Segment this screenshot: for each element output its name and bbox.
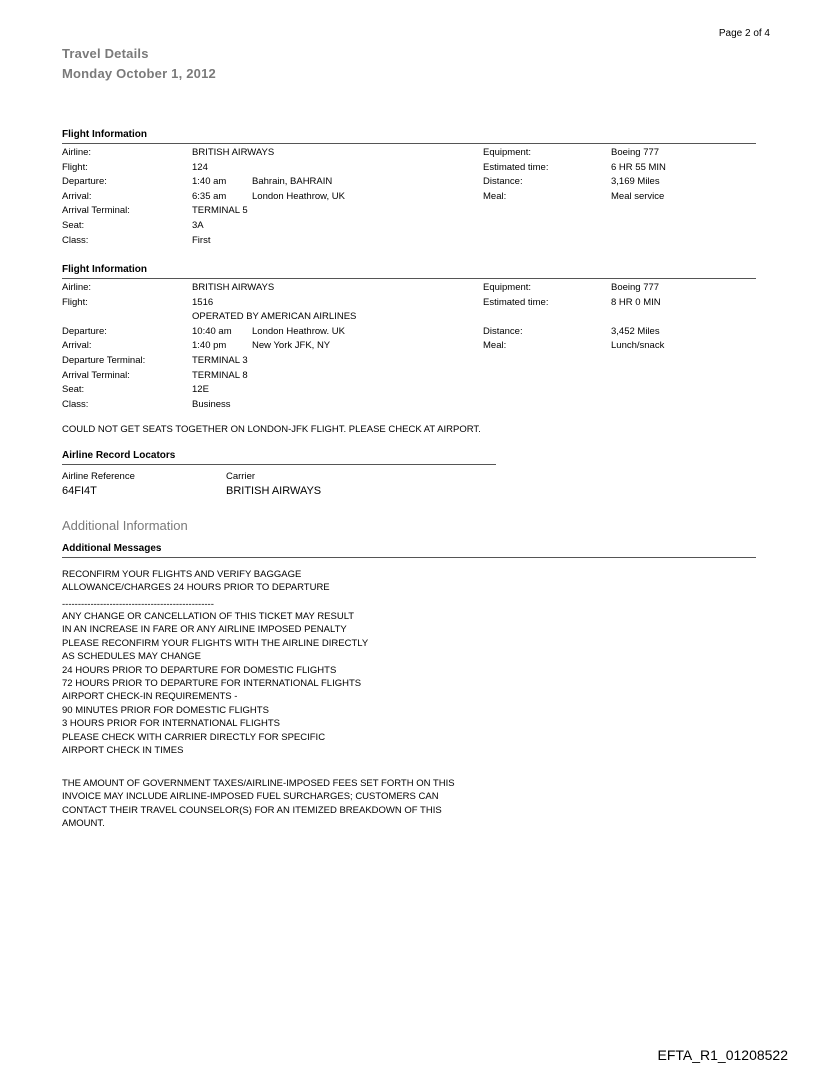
- flight1-row-right-value: 6 HR 55 MIN: [611, 161, 666, 173]
- flight2-row-right-value: Boeing 777: [611, 282, 660, 293]
- flight2-row-label: Arrival:: [62, 340, 92, 352]
- flight1-row-right-value: Meal service: [611, 190, 665, 202]
- flight1-row-label: Seat:: [62, 220, 85, 231]
- message-line: AS SCHEDULES MAY CHANGE: [62, 651, 202, 663]
- document-id: EFTA_R1_01208522: [657, 1047, 788, 1063]
- seat-note: COULD NOT GET SEATS TOGETHER ON LONDON-JFK FLIGHT. PLEASE CHECK AT AIRPORT.: [62, 424, 481, 435]
- message-line: 24 HOURS PRIOR TO DEPARTURE FOR DOMESTIC FLIGHTS: [62, 664, 337, 676]
- message-line: 72 HOURS PRIOR TO DEPARTURE FOR INTERNATIONAL FLIGHTS: [62, 677, 362, 689]
- message-line: 90 MINUTES PRIOR FOR DOMESTIC FLIGHTS: [62, 704, 269, 716]
- flight2-row-detail: London Heathrow. UK: [252, 325, 345, 337]
- flight-1-divider: [62, 143, 756, 144]
- message-line: THE AMOUNT OF GOVERNMENT TAXES/AIRLINE-IMPOSED FEES SET FORTH ON THIS: [62, 777, 455, 789]
- flight2-row-label: Airline:: [62, 282, 92, 293]
- flight2-row-label: Arrival Terminal:: [62, 369, 130, 381]
- flight1-row-right-label: Estimated time:: [483, 161, 549, 173]
- flight2-row-detail: New York JFK, NY: [252, 340, 331, 352]
- flight2-row-value: TERMINAL 3: [192, 355, 248, 366]
- flight2-row-right-label: Distance:: [483, 325, 523, 337]
- flight1-row-right-value: 3,169 Miles: [611, 176, 660, 188]
- flight2-row-right-label: Equipment:: [483, 282, 532, 293]
- message-line: ------------------------------------------------: [62, 599, 214, 611]
- flight1-row-value: 6:35 am: [192, 190, 227, 202]
- flight2-row-right-label: Meal:: [483, 340, 507, 352]
- flight1-row-right-value: Boeing 777: [611, 147, 660, 158]
- airline-reference-value: 64FI4T: [62, 485, 97, 497]
- flight1-row-label: Arrival Terminal:: [62, 205, 130, 217]
- flight2-row-label: Seat:: [62, 384, 85, 396]
- flight-1-section-title: Flight Information: [62, 129, 147, 140]
- flight2-row-value: Business: [192, 398, 231, 410]
- flight2-row-label: Class:: [62, 398, 89, 410]
- flight-2-divider: [62, 278, 756, 279]
- flight1-row-value: First: [192, 234, 211, 246]
- flight2-row-right-value: 8 HR 0 MIN: [611, 296, 661, 308]
- flight2-row-right-value: Lunch/snack: [611, 340, 665, 352]
- record-locators-title: Airline Record Locators: [62, 450, 176, 461]
- flight2-row-value: BRITISH AIRWAYS: [192, 282, 275, 293]
- flight2-row-right-value: 3,452 Miles: [611, 325, 660, 337]
- flight1-row-value: 3A: [192, 220, 204, 231]
- flight1-row-value: BRITISH AIRWAYS: [192, 147, 275, 158]
- flight1-row-detail: Bahrain, BAHRAIN: [252, 176, 333, 188]
- message-line: ANY CHANGE OR CANCELLATION OF THIS TICKET MAY RESULT: [62, 610, 355, 622]
- flight2-row-right-label: Estimated time:: [483, 296, 549, 308]
- message-line: PLEASE RECONFIRM YOUR FLIGHTS WITH THE AIRLINE DIRECTLY: [62, 637, 369, 649]
- flight1-row-label: Airline:: [62, 147, 92, 158]
- flight2-row-label: Departure:: [62, 325, 107, 337]
- message-line: PLEASE CHECK WITH CARRIER DIRECTLY FOR SPECIFIC: [62, 731, 326, 743]
- flight1-row-value: TERMINAL 5: [192, 205, 248, 217]
- flight-2-section-title: Flight Information: [62, 264, 147, 275]
- carrier-label: Carrier: [226, 471, 256, 482]
- flight1-row-right-label: Distance:: [483, 176, 523, 188]
- page-number: Page 2 of 4: [718, 28, 770, 39]
- flight2-row-label: Flight:: [62, 296, 88, 308]
- flight1-row-value: 124: [192, 161, 208, 173]
- flight2-row-value: OPERATED BY AMERICAN AIRLINES: [192, 311, 357, 323]
- message-line: INVOICE MAY INCLUDE AIRLINE-IMPOSED FUEL SURCHARGES; CUSTOMERS CAN: [62, 791, 439, 803]
- carrier-value: BRITISH AIRWAYS: [226, 485, 322, 497]
- flight2-row-value: 10:40 am: [192, 325, 232, 337]
- document-date: Monday October 1, 2012: [62, 66, 216, 81]
- message-line: AIRPORT CHECK-IN REQUIREMENTS -: [62, 691, 238, 703]
- message-line: 3 HOURS PRIOR FOR INTERNATIONAL FLIGHTS: [62, 718, 280, 730]
- message-line: CONTACT THEIR TRAVEL COUNSELOR(S) FOR AN ITEMIZED BREAKDOWN OF THIS: [62, 804, 442, 816]
- flight2-row-value: 12E: [192, 384, 209, 396]
- additional-messages-divider: [62, 557, 756, 558]
- flight1-row-value: 1:40 am: [192, 176, 227, 188]
- flight2-row-value: 1:40 pm: [192, 340, 227, 352]
- record-locators-divider: [62, 464, 496, 465]
- message-line: AMOUNT.: [62, 817, 105, 829]
- flight1-row-label: Arrival:: [62, 190, 92, 202]
- message-line: RECONFIRM YOUR FLIGHTS AND VERIFY BAGGAGE: [62, 569, 302, 580]
- flight2-row-label: Departure Terminal:: [62, 355, 146, 366]
- flight2-row-value: 1516: [192, 296, 214, 308]
- flight1-row-label: Departure:: [62, 176, 107, 188]
- flight1-row-label: Class:: [62, 234, 89, 246]
- flight2-row-value: TERMINAL 8: [192, 369, 248, 381]
- document-title: Travel Details: [62, 46, 149, 61]
- message-line: AIRPORT CHECK IN TIMES: [62, 744, 184, 756]
- additional-information-heading: Additional Information: [62, 518, 188, 533]
- message-line: ALLOWANCE/CHARGES 24 HOURS PRIOR TO DEPARTURE: [62, 582, 330, 594]
- flight1-row-label: Flight:: [62, 161, 88, 173]
- additional-messages-title: Additional Messages: [62, 543, 162, 554]
- airline-reference-label: Airline Reference: [62, 471, 135, 482]
- flight1-row-right-label: Equipment:: [483, 147, 532, 158]
- flight1-row-detail: London Heathrow, UK: [252, 190, 345, 202]
- flight1-row-right-label: Meal:: [483, 190, 507, 202]
- message-line: IN AN INCREASE IN FARE OR ANY AIRLINE IMPOSED PENALTY: [62, 624, 347, 636]
